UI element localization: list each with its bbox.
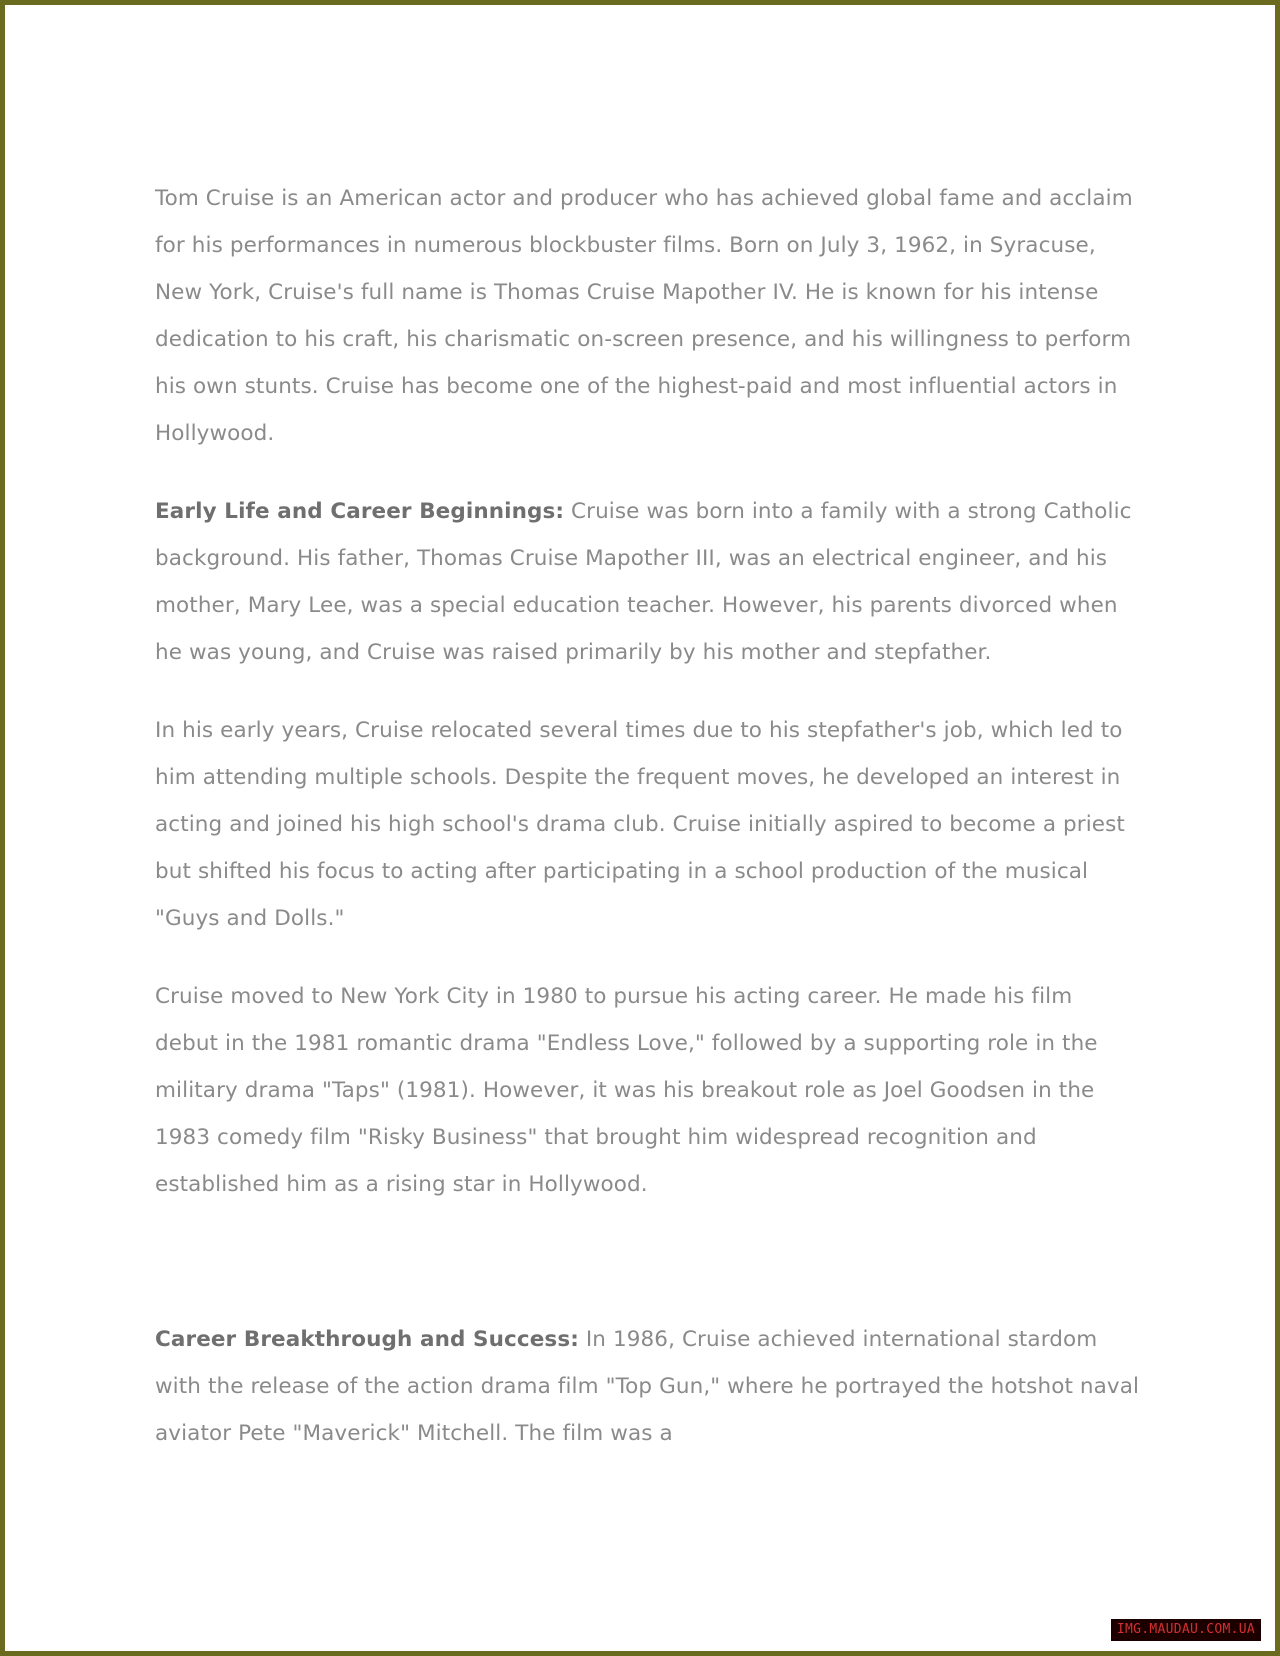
paragraph-breakthrough xyxy=(155,1316,1140,1457)
paragraph-early-life xyxy=(155,488,1140,676)
document-page xyxy=(5,5,1275,1651)
paragraph-text: In his early years, Cruise relocated several times due to his stepfather's job, which led to him attending multiple schools. Despite the frequent moves, he developed an interest in acting and joined his high school's drama club. Cruise initially aspired to become a priest but shifted his focus to acting after participating in a school production of the musical "Guys and Dolls." xyxy=(155,718,1125,931)
watermark-label: IMG.MAUDAU.COM.UA xyxy=(1111,1619,1261,1641)
paragraph-early-years xyxy=(155,707,1140,942)
paragraph-intro xyxy=(155,175,1140,457)
paragraph-text: Cruise was born into a family with a strong Catholic background. His father, Thomas Cruise Mapother III, was an electrical engineer, and his mother, Mary Lee, was a special education teacher. However, his parents divorced when he was young, and Cruise was raised primarily by his mother and stepfather. xyxy=(155,499,1132,665)
paragraph-text: Cruise moved to New York City in 1980 to pursue his acting career. He made his film debut in the 1981 romantic drama "Endless Love," followed by a supporting role in the military drama "Taps" (1981). However, it was his breakout role as Joel Goodsen in the 1983 comedy film "Risky Business" that brought him widespread recognition and established him as a rising star in Hollywood. xyxy=(155,984,1098,1197)
section-heading-breakthrough: Career Breakthrough and Success: xyxy=(155,1327,579,1352)
document-body xyxy=(155,175,1140,1488)
paragraph-text: Tom Cruise is an American actor and producer who has achieved global fame and acclaim for his performances in numerous blockbuster films. Born on July 3, 1962, in Syracuse, New York, Cruise's full name is Thomas Cruise Mapother IV. He is known for his intense dedication to his craft, his charismatic on-screen presence, and his willingness to perform his own stunts. Cruise has become one of the highest-paid and most influential actors in Hollywood. xyxy=(155,186,1133,446)
paragraph-text: In 1986, Cruise achieved international stardom with the release of the action drama film "Top Gun," where he portrayed the hotshot naval aviator Pete "Maverick" Mitchell. The film was a xyxy=(155,1327,1140,1446)
paragraph-new-york xyxy=(155,973,1140,1208)
section-heading-early-life: Early Life and Career Beginnings: xyxy=(155,499,565,524)
